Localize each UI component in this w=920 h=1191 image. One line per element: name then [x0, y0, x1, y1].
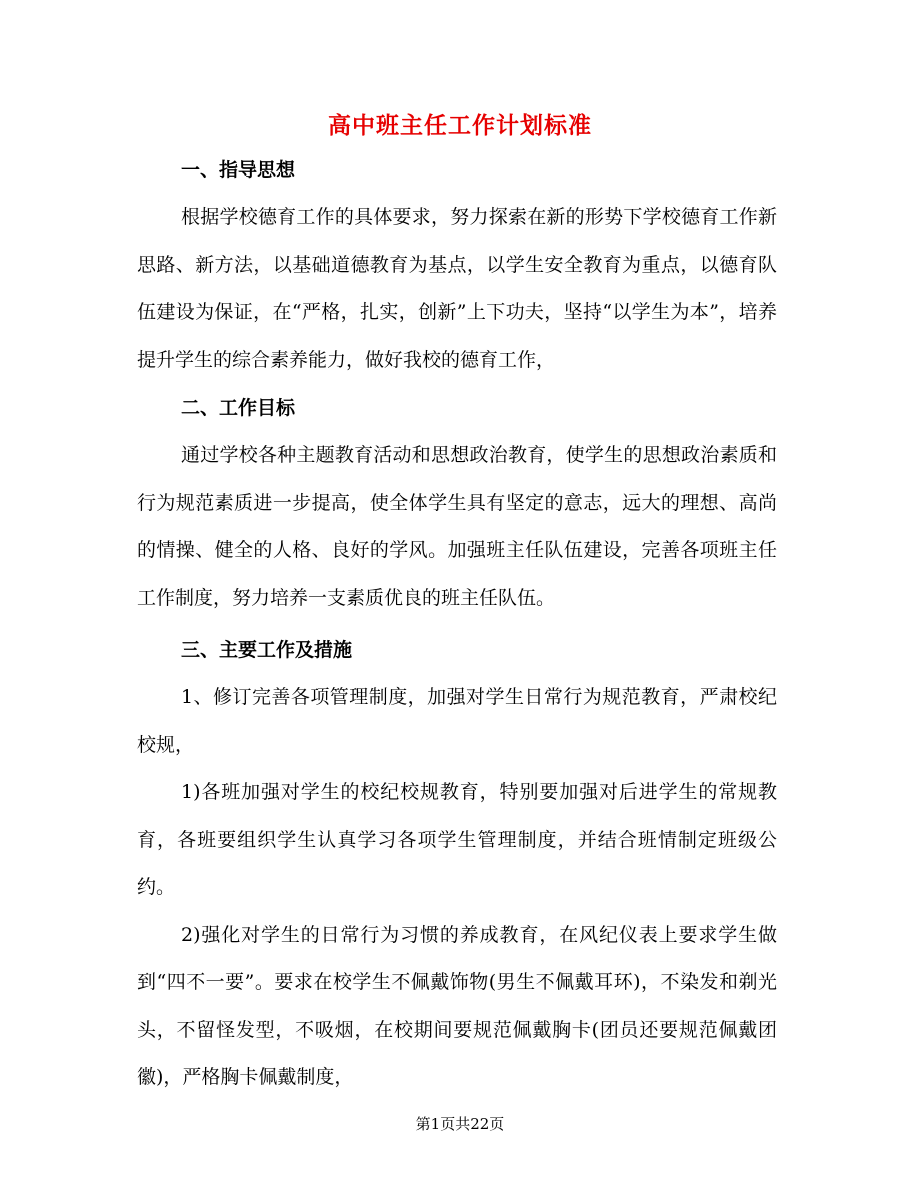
paragraph: 2)强化对学生的日常行为习惯的养成教育，在风纪仪表上要求学生做到“四不一要”。要求在校学生不佩戴饰物(男生不佩戴耳环)，不染发和剃光头，不留怪发型，不吸烟，在校期间要规范佩戴胸卡(团员还要规范佩戴团徽)，严格胸卡佩戴制度， — [137, 923, 777, 1088]
document-title: 高中班主任工作计划标准 — [328, 112, 592, 139]
section-heading: 三、主要工作及措施 — [181, 639, 353, 661]
paragraph: 根据学校德育工作的具体要求，努力探索在新的形势下学校德育工作新思路、新方法，以基础道德教育为基点，以学生安全教育为重点，以德育队伍建设为保证，在“严格，扎实，创新”上下功夫，坚持“以学生为本”，培养提升学生的综合素养能力，做好我校的德育工作， — [137, 206, 777, 371]
document-body — [137, 146, 777, 1102]
section-heading: 一、指导思想 — [181, 159, 296, 181]
section-work-goals — [137, 384, 777, 622]
paragraph: 通过学校各种主题教育活动和思想政治教育，使学生的思想政治素质和行为规范素质进一步提高，使全体学生具有坚定的意志，远大的理想、高尚的情操、健全的人格、良好的学风。加强班主任队伍建设，完善各项班主任工作制度，努力培养一支素质优良的班主任队伍。 — [137, 444, 777, 609]
section-main-work — [137, 626, 777, 1102]
section-guiding-ideology — [137, 146, 777, 384]
paragraph: 1)各班加强对学生的校纪校规教育，特别要加强对后进学生的常规教育，各班要组织学生认真学习各项学生管理制度，并结合班情制定班级公约。 — [137, 781, 777, 898]
paragraph: 1、修订完善各项管理制度，加强对学生日常行为规范教育，严肃校纪校规， — [137, 686, 777, 756]
page-number-footer: 第1页共22页 — [415, 1115, 505, 1133]
section-heading: 二、工作目标 — [181, 397, 296, 419]
